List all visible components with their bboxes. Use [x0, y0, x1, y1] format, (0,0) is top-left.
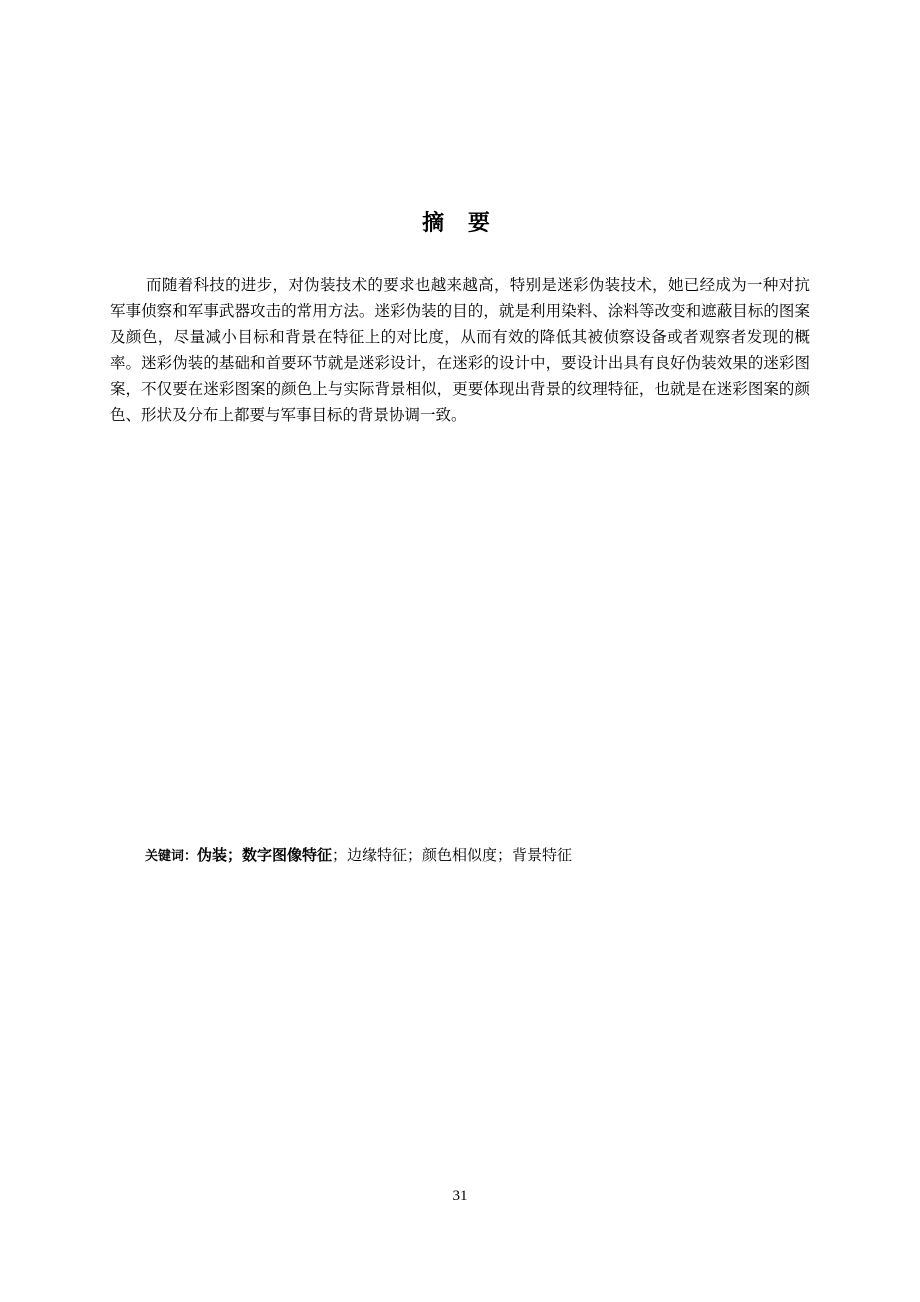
abstract-paragraph: 而随着科技的进步，对伪装技术的要求也越来越高，特别是迷彩伪装技术，她已经成为一种对抗军事侦察和军事武器攻击的常用方法。迷彩伪装的目的，就是利用染料、涂料等改变和遮蔽目标的图案及颜色，尽量减小目标和背景在特征上的对比度，从而有效的降低其被侦察设备或者观察者发现的概率。迷彩伪装的基础和首要环节就是迷彩设计，在迷彩的设计中，要设计出具有良好伪装效果的迷彩图案，不仅要在迷彩图案的颜色上与实际背景相似，更要体现出背景的纹理特征，也就是在迷彩图案的颜色、形状及分布上都要与军事目标的背景协调一致。 — [110, 276, 810, 424]
keywords-bold-terms: 伪装；数字图像特征 — [197, 846, 333, 864]
keywords-line — [145, 842, 805, 870]
abstract-title: 摘 要 — [422, 211, 498, 236]
keywords-label: 关键词： — [145, 849, 198, 864]
page-number: 31 — [452, 1188, 468, 1204]
keywords-rest: ；边缘特征；颜色相似度；背景特征 — [332, 846, 573, 864]
